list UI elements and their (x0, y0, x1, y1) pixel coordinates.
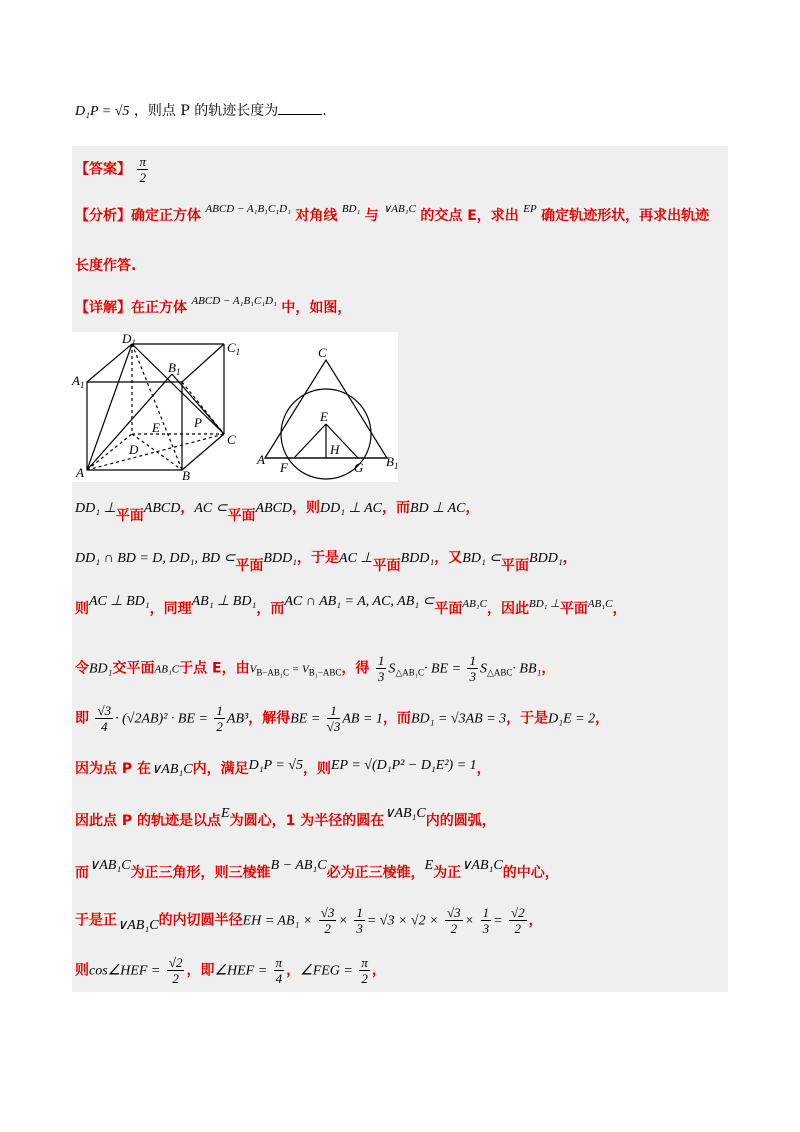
question-text: ，则点 P 的轨迹长度为 (133, 103, 279, 119)
detail-line: 【详解】在正方体 $^{ABCD - A_1B_1C_1D_1}$ 中，如图， (75, 295, 352, 316)
detail-line-9: 于是正∨AB₁C的内切圆半径EH = AB₁ × $\frac{√3}{2}$ × $\frac{1}{3}$ = √3 × √2 × $\frac{√3}{2}$ × $\frac{1}{3}$ = $\frac{√2}{2}$ ， (75, 905, 543, 936)
label-circle-G: G (354, 460, 364, 475)
label-C: C (227, 432, 236, 447)
answer-label: 【答案】 (75, 161, 131, 178)
detail-line-8: 而∨AB₁C为正三角形，则三棱锥B − AB₁C必为正三棱锥，E为正∨AB₁C的中心， (75, 858, 559, 881)
label-circle-B1: $B_1$ (386, 454, 399, 471)
answer-value: $\frac{\pi}{2}$ (139, 154, 146, 185)
question-condition: D₁P = √5 (75, 104, 130, 119)
detail-line-3: 则AC ⊥ BD₁，同理AB₁ ⊥ BD₁，而AC ∩ AB₁ = A, AC, AB₁ ⊂平面$^{AB_1C}$，因此$^{BD_1 \perp}$平面$^{AB_1C}$， (75, 594, 627, 617)
detail-line-1: DD₁ ⊥平面ABCD，AC ⊂平面ABCD，则DD₁ ⊥ AC，而BD ⊥ AC， (75, 500, 480, 524)
label-B1: $B_1$ (168, 360, 181, 377)
detail-line-6: 因为点 P 在∨AB₁C内，满足D₁P = √5，则EP = √(D₁P² − D₁E²) = 1， (75, 758, 491, 777)
detail-line-10: 则cos∠HEF = $\frac{√2}{2}$ ，即∠HEF = $\frac{\pi}{4}$ ，∠FEG = $\frac{\pi}{2}$ ， (75, 955, 386, 986)
label-circle-C: C (318, 345, 327, 360)
answer-blank (278, 102, 322, 115)
analysis-label: 【分析】 (75, 208, 131, 224)
label-A1: $A_1$ (72, 373, 85, 390)
analysis-line: 【分析】确定正方体 $^{ABCD - A_1B_1C_1D_1}$ 对角线 $^{BD_1}$ 与 $^{\vee AB_1C}$ 的交点 E，求出 $^{EP}$ 确定轨迹形状，再求出轨迹 (75, 203, 710, 224)
analysis-line-2: 长度作答. (75, 258, 137, 274)
label-E: E (152, 420, 160, 435)
label-A: A (76, 465, 84, 480)
label-circle-F: F (280, 460, 288, 475)
answer-line (75, 154, 150, 185)
detail-label: 【详解】 (75, 300, 131, 316)
detail-line-4: 令BD₁交平面AB₁C于点 E，由$V_{B-AB_1C} = V_{B_1-ABC}$，得 $\frac{1}{3}$ $S_{\triangle AB_1C}\cdot$ BE = $\frac{1}{3}$ $S_{\triangle ABC}\cdot BB_1$， (75, 653, 556, 684)
detail-line-2: DD₁ ∩ BD = D, DD₁, BD ⊂平面BDD₁，于是AC ⊥平面BDD₁，又BD₁ ⊂平面BDD₁， (75, 550, 577, 574)
label-circle-E: E (320, 409, 328, 424)
label-P: P (194, 415, 202, 430)
question-line: D₁P = √5 ，则点 P 的轨迹长度为 . (75, 103, 327, 119)
detail-line-7: 因此点 P 的轨迹是以点E为圆心，1 为半径的圆在∨AB₁C内的圆弧， (75, 806, 496, 829)
detail-line-5: 即 $\frac{√3}{4}$ · (√2AB)² · BE = $\frac{1}{2}$ AB³，解得BE = $\frac{1}{√3}$ AB = 1，而BD₁ = √3AB = 3，于是D₁E = 2， (75, 703, 610, 734)
geometry-figure (72, 332, 398, 482)
label-D1: $D_1$ (122, 331, 136, 348)
label-D: D (129, 442, 139, 457)
label-circle-A: A (257, 452, 265, 467)
label-circle-H: H (330, 442, 340, 457)
label-B: B (182, 468, 190, 483)
label-C1: $C_1$ (227, 340, 241, 357)
